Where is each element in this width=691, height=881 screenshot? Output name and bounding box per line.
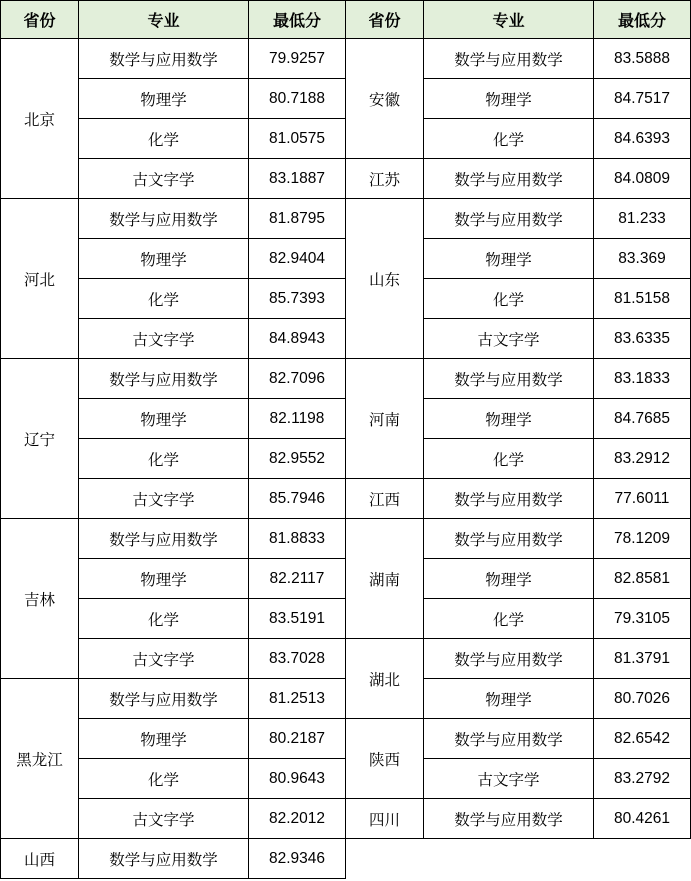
min-score-cell: 83.2912 (594, 439, 691, 479)
major-cell: 物理学 (79, 399, 249, 439)
major-cell: 化学 (424, 599, 594, 639)
min-score-cell: 81.3791 (594, 639, 691, 679)
header-major: 专业 (424, 1, 594, 39)
min-score-cell: 81.8795 (249, 199, 346, 239)
header-row (346, 1, 691, 39)
min-score-cell: 85.7946 (249, 479, 346, 519)
min-score-cell: 84.0809 (594, 159, 691, 199)
province-cell: 湖北 (346, 639, 424, 719)
min-score-cell: 85.7393 (249, 279, 346, 319)
major-cell: 化学 (79, 119, 249, 159)
min-score-cell: 81.5158 (594, 279, 691, 319)
header-min-score: 最低分 (249, 1, 346, 39)
header-province: 省份 (1, 1, 79, 39)
major-cell: 古文字学 (79, 159, 249, 199)
min-score-cell: 83.2792 (594, 759, 691, 799)
table-row (346, 799, 691, 839)
major-cell: 物理学 (424, 79, 594, 119)
min-score-cell: 78.1209 (594, 519, 691, 559)
min-score-cell: 81.0575 (249, 119, 346, 159)
table-row (1, 359, 346, 399)
province-cell: 山东 (346, 199, 424, 359)
table-row (346, 639, 691, 679)
table-row (1, 519, 346, 559)
min-score-cell: 84.6393 (594, 119, 691, 159)
table-row (346, 359, 691, 399)
table-row (346, 39, 691, 79)
min-score-cell: 83.1833 (594, 359, 691, 399)
min-score-cell: 83.369 (594, 239, 691, 279)
min-score-cell: 82.1198 (249, 399, 346, 439)
scores-table-left (0, 0, 346, 879)
province-cell: 黑龙江 (1, 679, 79, 839)
major-cell: 物理学 (79, 239, 249, 279)
min-score-cell: 83.5191 (249, 599, 346, 639)
header-major: 专业 (79, 1, 249, 39)
table-body-right (346, 39, 691, 839)
major-cell: 化学 (424, 279, 594, 319)
table-row (1, 39, 346, 79)
major-cell: 古文字学 (424, 319, 594, 359)
min-score-cell: 79.9257 (249, 39, 346, 79)
major-cell: 数学与应用数学 (424, 479, 594, 519)
major-cell: 化学 (424, 439, 594, 479)
min-score-cell: 84.7517 (594, 79, 691, 119)
major-cell: 数学与应用数学 (79, 359, 249, 399)
major-cell: 化学 (424, 119, 594, 159)
major-cell: 数学与应用数学 (424, 159, 594, 199)
major-cell: 数学与应用数学 (424, 39, 594, 79)
major-cell: 数学与应用数学 (79, 39, 249, 79)
min-score-cell: 81.2513 (249, 679, 346, 719)
province-cell: 北京 (1, 39, 79, 199)
province-cell: 四川 (346, 799, 424, 839)
min-score-cell: 82.2117 (249, 559, 346, 599)
major-cell: 古文字学 (79, 639, 249, 679)
province-cell: 湖南 (346, 519, 424, 639)
major-cell: 数学与应用数学 (79, 199, 249, 239)
major-cell: 物理学 (79, 559, 249, 599)
province-cell: 安徽 (346, 39, 424, 159)
table-body-left (1, 39, 346, 879)
province-cell: 吉林 (1, 519, 79, 679)
major-cell: 化学 (79, 759, 249, 799)
major-cell: 数学与应用数学 (424, 199, 594, 239)
major-cell: 古文字学 (79, 799, 249, 839)
major-cell: 化学 (79, 279, 249, 319)
major-cell: 古文字学 (79, 319, 249, 359)
min-score-cell: 82.9404 (249, 239, 346, 279)
min-score-cell: 81.233 (594, 199, 691, 239)
major-cell: 物理学 (424, 239, 594, 279)
min-score-cell: 82.7096 (249, 359, 346, 399)
major-cell: 物理学 (79, 719, 249, 759)
scores-table-right (345, 0, 691, 839)
table-row (346, 159, 691, 199)
table-row (346, 199, 691, 239)
table-row (1, 199, 346, 239)
major-cell: 古文字学 (79, 479, 249, 519)
major-cell: 数学与应用数学 (79, 519, 249, 559)
min-score-cell: 83.5888 (594, 39, 691, 79)
province-cell: 河北 (1, 199, 79, 359)
min-score-cell: 80.4261 (594, 799, 691, 839)
min-score-cell: 84.8943 (249, 319, 346, 359)
min-score-cell: 82.8581 (594, 559, 691, 599)
major-cell: 数学与应用数学 (424, 719, 594, 759)
header-row (1, 1, 346, 39)
min-score-cell: 84.7685 (594, 399, 691, 439)
major-cell: 古文字学 (424, 759, 594, 799)
major-cell: 物理学 (79, 79, 249, 119)
min-score-cell: 80.9643 (249, 759, 346, 799)
major-cell: 数学与应用数学 (79, 839, 249, 879)
major-cell: 数学与应用数学 (424, 639, 594, 679)
province-cell: 山西 (1, 839, 79, 879)
province-cell: 江西 (346, 479, 424, 519)
table-row (1, 839, 346, 879)
major-cell: 数学与应用数学 (424, 799, 594, 839)
min-score-cell: 77.6011 (594, 479, 691, 519)
major-cell: 物理学 (424, 679, 594, 719)
province-cell: 陕西 (346, 719, 424, 799)
min-score-cell: 81.8833 (249, 519, 346, 559)
min-score-cell: 83.6335 (594, 319, 691, 359)
min-score-cell: 80.7026 (594, 679, 691, 719)
min-score-cell: 82.2012 (249, 799, 346, 839)
min-score-cell: 83.7028 (249, 639, 346, 679)
table-row (346, 479, 691, 519)
header-min-score: 最低分 (594, 1, 691, 39)
min-score-cell: 83.1887 (249, 159, 346, 199)
min-score-cell: 82.6542 (594, 719, 691, 759)
major-cell: 化学 (79, 599, 249, 639)
major-cell: 数学与应用数学 (79, 679, 249, 719)
major-cell: 化学 (79, 439, 249, 479)
province-cell: 河南 (346, 359, 424, 479)
min-score-cell: 79.3105 (594, 599, 691, 639)
major-cell: 物理学 (424, 559, 594, 599)
header-province: 省份 (346, 1, 424, 39)
major-cell: 物理学 (424, 399, 594, 439)
min-score-cell: 80.7188 (249, 79, 346, 119)
major-cell: 数学与应用数学 (424, 519, 594, 559)
province-cell: 江苏 (346, 159, 424, 199)
major-cell: 数学与应用数学 (424, 359, 594, 399)
min-score-cell: 82.9552 (249, 439, 346, 479)
table-row (1, 679, 346, 719)
min-score-cell: 80.2187 (249, 719, 346, 759)
table-row (346, 519, 691, 559)
province-cell: 辽宁 (1, 359, 79, 519)
table-row (346, 719, 691, 759)
min-score-cell: 82.9346 (249, 839, 346, 879)
